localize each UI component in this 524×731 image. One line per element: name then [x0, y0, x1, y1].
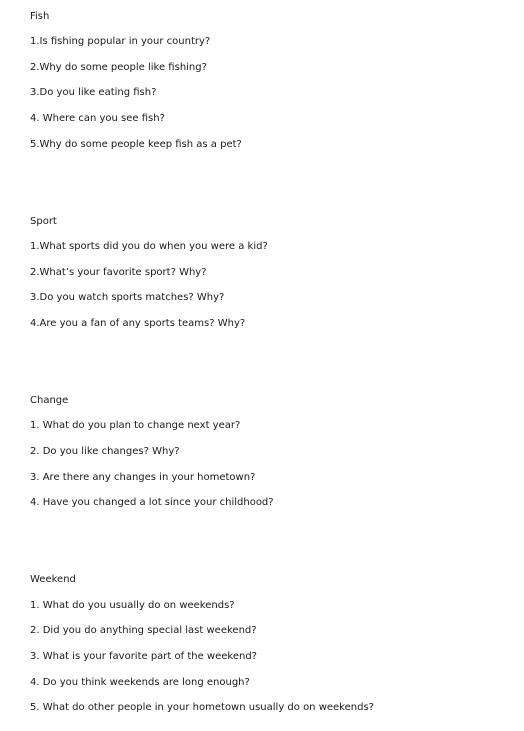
question-weekend-5: 5. What do other people in your hometown usually do on weekends? [30, 702, 374, 713]
question-change-3: 3. Are there any changes in your hometown? [30, 472, 256, 483]
question-fish-4: 4. Where can you see fish? [30, 113, 165, 124]
question-weekend-2: 2. Did you do anything special last weekend? [30, 625, 257, 636]
question-fish-2: 2.Why do some people like fishing? [30, 62, 207, 73]
question-weekend-1: 1. What do you usually do on weekends? [30, 600, 235, 611]
section-title-sport: Sport [30, 216, 57, 227]
question-weekend-3: 3. What is your favorite part of the weekend? [30, 651, 257, 662]
question-change-1: 1. What do you plan to change next year? [30, 420, 241, 431]
question-weekend-4: 4. Do you think weekends are long enough? [30, 677, 250, 688]
question-sport-3: 3.Do you watch sports matches? Why? [30, 292, 225, 303]
question-sport-4: 4.Are you a fan of any sports teams? Why? [30, 318, 246, 329]
question-change-4: 4. Have you changed a lot since your childhood? [30, 497, 274, 508]
section-title-fish: Fish [30, 11, 50, 22]
question-fish-3: 3.Do you like eating fish? [30, 87, 157, 98]
question-fish-5: 5.Why do some people keep fish as a pet? [30, 139, 242, 150]
question-sport-1: 1.What sports did you do when you were a kid? [30, 241, 268, 252]
section-title-weekend: Weekend [30, 574, 76, 585]
question-sport-2: 2.What’s your favorite sport? Why? [30, 267, 207, 278]
question-change-2: 2. Do you like changes? Why? [30, 446, 180, 457]
question-fish-1: 1.Is fishing popular in your country? [30, 36, 211, 47]
section-title-change: Change [30, 395, 69, 406]
